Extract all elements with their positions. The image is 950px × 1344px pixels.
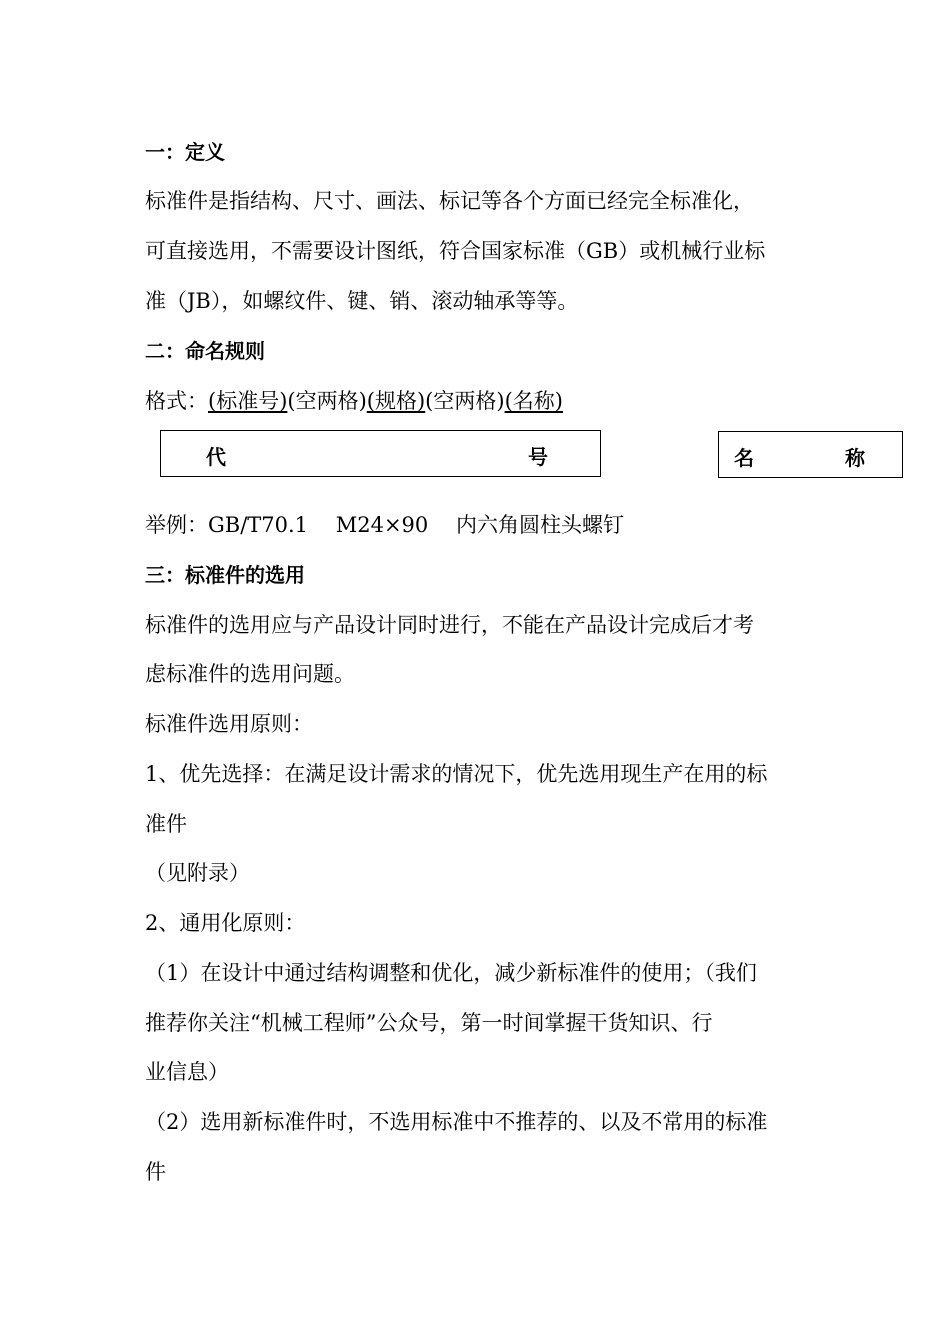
rule-2-item-1: 推荐你关注“机械工程师”公众号，第一时间掌握干货知识、行 [145,1011,713,1035]
section-3-title: 三：标准件的选用 [145,563,305,587]
rule-1-note: （见附录） [145,861,250,885]
name-box-left-char: 名 [734,446,754,470]
code-box [160,430,601,477]
paragraph-line: 虑标准件的选用问题。 [145,662,355,686]
format-line [145,388,563,414]
paragraph-line: 可直接选用，不需要设计图纸，符合国家标准（GB）或机械行业标 [145,239,766,263]
rule-2-item-2: （2）选用新标准件时，不选用标准中不推荐的、以及不常用的标准 [145,1110,768,1134]
code-box-left-char: 代 [206,445,226,469]
rule-2-item-1: （1）在设计中通过结构调整和优化，减少新标准件的使用；（我们 [145,961,757,985]
rule-2-item-1: 业信息） [145,1060,229,1084]
format-separator: (空两格) [287,389,367,413]
paragraph-line: 准（JB），如螺纹件、键、销、滚动轴承等等。 [145,289,579,313]
rule-2-item-2: 件 [145,1160,166,1184]
paragraph-line: 标准件选用原则： [145,712,313,736]
paragraph-line: 标准件是指结构、尺寸、画法、标记等各个方面已经完全标准化， [145,189,754,213]
name-box-right-char: 称 [845,446,865,470]
format-prefix: 格式： [145,389,208,413]
section-1-title: 一：定义 [145,140,225,164]
section-2-title: 二：命名规则 [145,339,265,363]
rule-1-line: 准件 [145,812,187,836]
paragraph-line: 标准件的选用应与产品设计同时进行，不能在产品设计完成后才考 [145,613,754,637]
code-box-right-char: 号 [528,445,548,469]
example-line: 举例：GB/T70.1 M24×90 内六角圆柱头螺钉 [145,513,624,537]
format-name: (名称) [504,389,563,413]
format-standard-number: (标准号) [208,389,288,413]
rule-2-title: 2、通用化原则： [145,911,306,935]
format-separator: (空两格) [425,389,505,413]
format-spec: (规格) [366,389,426,413]
rule-1-line: 1、优先选择：在满足设计需求的情况下，优先选用现生产在用的标 [145,762,768,786]
name-box [718,431,903,478]
